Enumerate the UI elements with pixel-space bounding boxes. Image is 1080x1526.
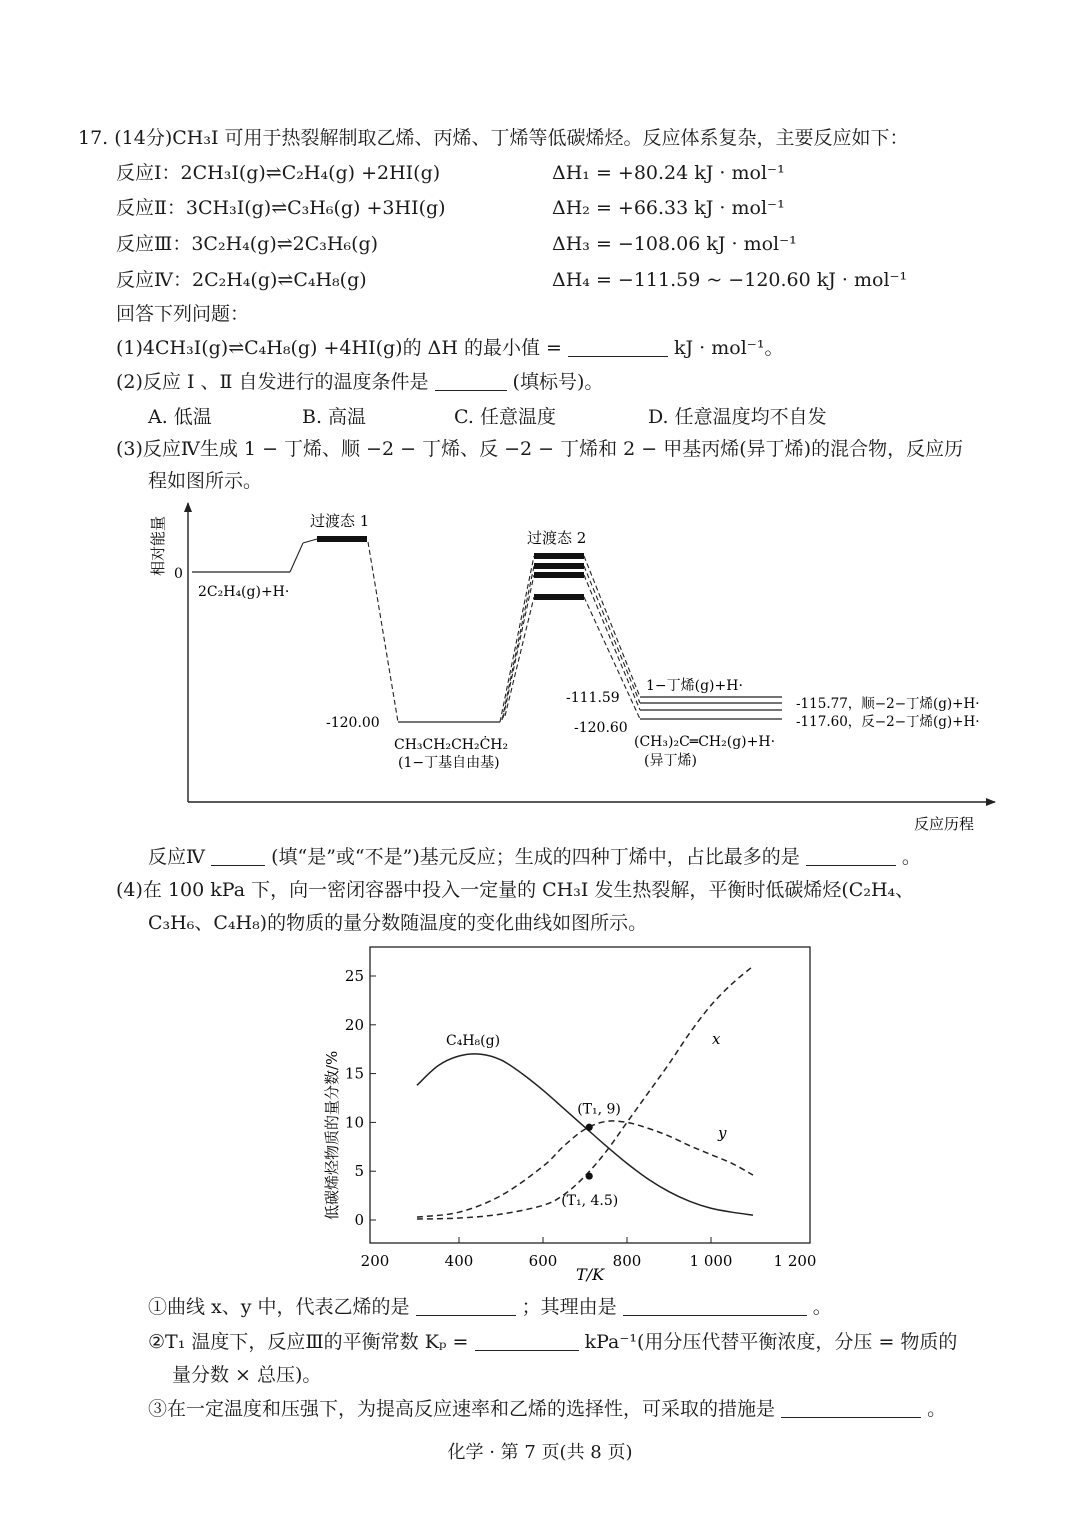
sub-question-1-a: ①曲线 x、y 中，代表乙烯的是 <box>148 1296 410 1318</box>
answer-prompt: 回答下列问题： <box>116 303 250 325</box>
annotation-point <box>586 1124 593 1131</box>
reaction-2-equation: 反应Ⅱ：3CH₃I(g)⇌C₃H₆(g) +3HI(g) <box>116 197 446 219</box>
energy-zero-label: 0 <box>174 566 183 582</box>
sub-question-1-c: 。 <box>812 1296 832 1318</box>
x-tick-label: 1 200 <box>773 1252 817 1270</box>
answer-blank-3b[interactable] <box>806 847 896 866</box>
question-1-text: (1)4CH₃I(g)⇌C₄H₈(g) +4HI(g)的 ΔH 的最小值 = <box>116 337 562 359</box>
y-tick-label: 20 <box>344 1015 364 1034</box>
reaction-1-enthalpy: ΔH₁ = +80.24 kJ · mol⁻¹ <box>552 162 785 184</box>
x-tick-label: 200 <box>360 1252 390 1270</box>
reaction-3-equation: 反应Ⅲ：3C₂H₄(g)⇌2C₃H₆(g) <box>116 233 379 255</box>
question-3-line-2: 程如图所示。 <box>148 470 263 492</box>
sub-question-3 <box>148 1397 946 1421</box>
answer-blank-6[interactable] <box>781 1399 921 1418</box>
series-line-chg <box>417 1054 753 1215</box>
question-2 <box>116 370 603 394</box>
ts1-bar <box>317 536 367 542</box>
question-3-after <box>148 845 921 869</box>
sub-question-3-b: 。 <box>927 1398 947 1420</box>
annotation-point <box>586 1172 593 1179</box>
series-label-y: y <box>718 1124 727 1142</box>
question-1-unit: kJ · mol⁻¹。 <box>674 337 784 359</box>
y-tick-label: 0 <box>354 1211 364 1229</box>
series-line-x <box>417 966 753 1219</box>
product-1-butene: 1−丁烯(g)+H· <box>646 678 743 694</box>
y-tick-label: 15 <box>344 1064 364 1083</box>
option-d: D. 任意温度均不自发 <box>648 406 827 428</box>
annotation-label: (T₁, 4.5) <box>561 1193 619 1210</box>
ts2-bar-1 <box>534 553 584 559</box>
sub-question-2-c: 量分数 × 总压)。 <box>172 1364 322 1386</box>
question-3-after-c: 。 <box>901 846 921 868</box>
question-4-line-1: (4)在 100 kPa 下，向一密闭容器中投入一定量的 CH₃I 发生热裂解，平衡时低碳烯烃(C₂H₄、 <box>116 879 915 901</box>
chart-x-label: T/K <box>576 1265 605 1284</box>
question-3-after-b: (填“是”或“不是”)基元反应；生成的四种丁烯中，占比最多的是 <box>271 846 800 868</box>
reaction-2-enthalpy: ΔH₂ = +66.33 kJ · mol⁻¹ <box>552 197 785 219</box>
x-tick-label: 1 000 <box>689 1252 733 1270</box>
answer-blank-3a[interactable] <box>211 847 265 866</box>
sub-question-3-a: ③在一定温度和压强下，为提高反应速率和乙烯的选择性，可采取的措施是 <box>148 1398 776 1420</box>
start-species: 2C₂H₄(g)+H· <box>198 584 290 600</box>
energy-x-label: 反应历程 <box>914 815 975 833</box>
question-1 <box>116 336 783 360</box>
ts2-bar-3 <box>534 572 584 578</box>
product-isobutene-name: (异丁烯) <box>644 753 697 769</box>
question-2-text: (2)反应 Ⅰ 、Ⅱ 自发进行的温度条件是 <box>116 371 429 393</box>
reaction-4-enthalpy: ΔH₄ = −111.59 ~ −120.60 kJ · mol⁻¹ <box>552 269 908 291</box>
intermediate-species-formula: CH₃CH₂CH₂ĊH₂ <box>394 737 509 753</box>
option-b: B. 高温 <box>302 406 367 428</box>
answer-blank-4b[interactable] <box>623 1297 807 1316</box>
sub-question-1 <box>148 1295 832 1319</box>
ts1-label: 过渡态 1 <box>310 512 370 530</box>
sub-question-2-a: ②T₁ 温度下，反应Ⅲ的平衡常数 Kₚ = <box>148 1331 469 1353</box>
sub-question-2-b: kPa⁻¹(用分压代替平衡浓度，分压 = 物质的 <box>584 1331 958 1353</box>
y-tick-label: 10 <box>344 1113 364 1132</box>
answer-blank-4a[interactable] <box>416 1297 516 1316</box>
y-tick-label: 5 <box>354 1162 364 1181</box>
question-3-after-a: 反应Ⅳ <box>148 846 205 868</box>
question-intro: 17. (14分)CH₃I 可用于热裂解制取乙烯、丙烯、丁烯等低碳烯烃。反应体系复杂，主要反应如下： <box>78 127 909 149</box>
x-tick-label: 600 <box>528 1252 558 1270</box>
question-3-line-1: (3)反应Ⅳ生成 1 − 丁烯、顺 −2 − 丁烯、反 −2 − 丁烯和 2 − 甲基丙烯(异丁烯)的混合物，反应历 <box>116 438 964 460</box>
x-tick-label: 800 <box>612 1252 642 1270</box>
sub-question-2 <box>148 1330 957 1354</box>
chart-y-label: 低碳烯烃物质的量分数/% <box>323 1050 341 1220</box>
energy-y-label: 相对能量 <box>149 515 167 576</box>
y-tick-label: 25 <box>344 967 364 985</box>
page-footer: 化学 · 第 7 页(共 8 页) <box>447 1442 633 1463</box>
value-115-77: -115.77，顺−2−丁烯(g)+H· <box>796 696 980 712</box>
series-label-c4h8: C₄H₈(g) <box>446 1033 501 1049</box>
question-4-line-2: C₃H₆、C₄H₈)的物质的量分数随温度的变化曲线如图所示。 <box>148 912 648 934</box>
value-111-59: -111.59 <box>566 690 620 706</box>
reaction-1-equation: 反应Ⅰ：2CH₃I(g)⇌C₂H₄(g) +2HI(g) <box>116 162 441 184</box>
intermediate-value: -120.00 <box>326 715 380 731</box>
option-a: A. 低温 <box>148 406 212 428</box>
intermediate-species-name: (1−丁基自由基) <box>398 755 500 771</box>
sub-question-1-b: ；其理由是 <box>521 1296 617 1318</box>
series-label-x: x <box>712 1030 721 1048</box>
ts2-label: 过渡态 2 <box>527 529 587 547</box>
question-2-suffix: (填标号)。 <box>512 371 604 393</box>
annotation-label: (T₁, 9) <box>577 1101 621 1118</box>
answer-blank-1[interactable] <box>568 338 668 357</box>
reaction-4-equation: 反应Ⅳ：2C₂H₄(g)⇌C₄H₈(g) <box>116 269 367 291</box>
ts2-bar-2 <box>534 563 584 569</box>
product-isobutene-formula: (CH₃)₂C═CH₂(g)+H· <box>634 734 776 750</box>
answer-blank-2[interactable] <box>435 372 507 391</box>
answer-blank-5[interactable] <box>475 1332 579 1351</box>
ts2-bar-4 <box>534 594 584 600</box>
x-tick-label: 400 <box>444 1252 474 1270</box>
option-c: C. 任意温度 <box>454 406 556 428</box>
value-117-60: -117.60，反−2−丁烯(g)+H· <box>796 714 980 730</box>
reaction-3-enthalpy: ΔH₃ = −108.06 kJ · mol⁻¹ <box>552 233 797 255</box>
value-120-60: -120.60 <box>574 720 628 736</box>
energy-profile-diagram <box>140 495 1010 840</box>
mole-fraction-chart <box>300 940 850 1290</box>
